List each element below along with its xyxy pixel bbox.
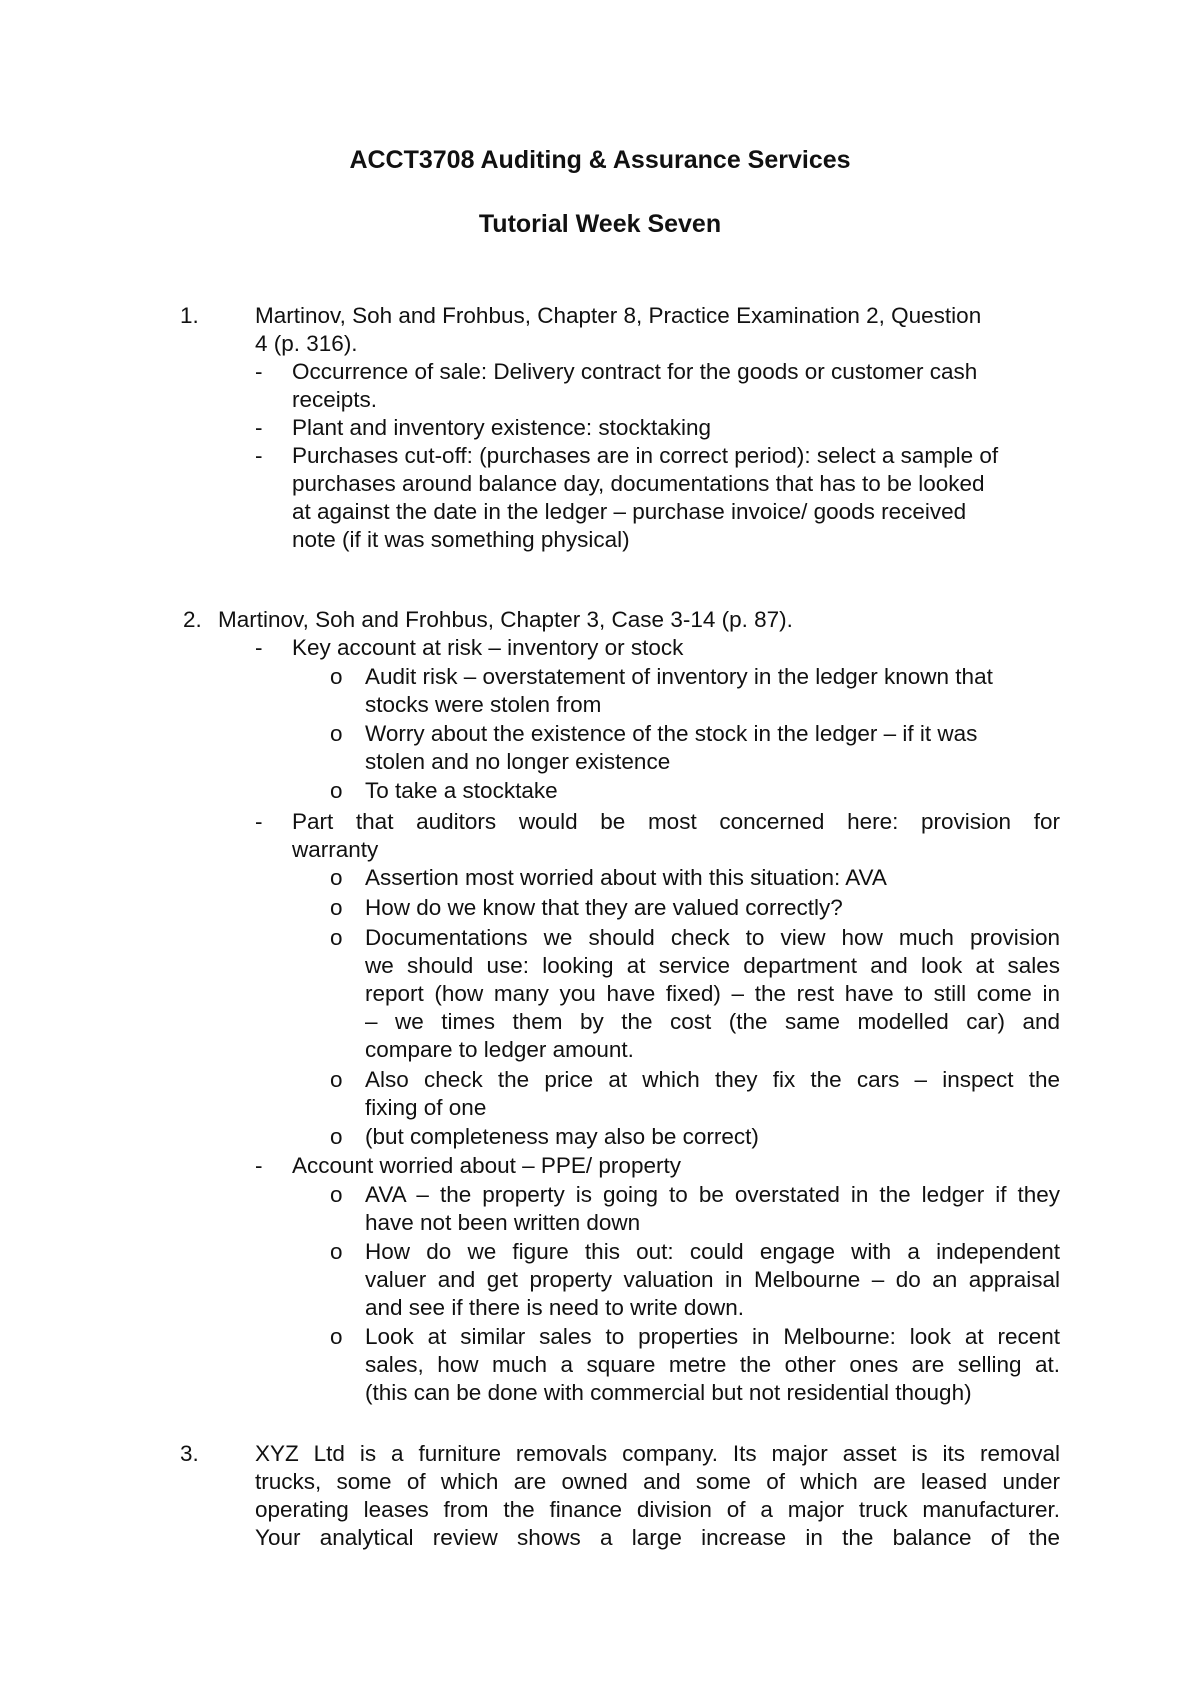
sub-bullet-text-line: To take a stocktake [365, 778, 558, 803]
sub-bullet-text-line: Documentations we should check to view how much provision [365, 925, 1060, 950]
sub-bullet-text-line: valuer and get property valuation in Melbourne – do an appraisal [365, 1267, 1060, 1292]
bullet-text-line: Part that auditors would be most concerned here: provision for [292, 809, 1060, 834]
sub-bullet-text-line: compare to ledger amount. [365, 1037, 634, 1062]
bullet-text-line: receipts. [292, 387, 378, 412]
circle-bullet: o [330, 664, 343, 689]
sub-bullet-text-line: Worry about the existence of the stock in the ledger – if it was [365, 721, 978, 746]
bullet-text-line: Occurrence of sale: Delivery contract for the goods or customer cash [292, 359, 978, 384]
question-text-line: Martinov, Soh and Frohbus, Chapter 8, Practice Examination 2, Question [255, 303, 982, 328]
sub-bullet-text-line: – we times them by the cost (the same modelled car) and [365, 1009, 1060, 1034]
sub-bullet-text-line: (but completeness may also be correct) [365, 1124, 759, 1149]
sub-bullet-text-line: Also check the price at which they fix the cars – inspect the [365, 1067, 1060, 1092]
dash-bullet: - [255, 359, 263, 384]
question-number: 1. [180, 303, 199, 328]
bullet-text-line: Purchases cut-off: (purchases are in correct period): select a sample of [292, 443, 999, 468]
circle-bullet: o [330, 1324, 343, 1349]
sub-bullet-text-line: Assertion most worried about with this situation: AVA [365, 865, 887, 890]
sub-bullet-text-line: Look at similar sales to properties in Melbourne: look at recent [365, 1324, 1060, 1349]
question-number: 3. [180, 1441, 199, 1466]
circle-bullet: o [330, 1239, 343, 1264]
circle-bullet: o [330, 1182, 343, 1207]
circle-bullet: o [330, 778, 343, 803]
sub-bullet-text-line: fixing of one [365, 1095, 487, 1120]
sub-bullet-text-line: stocks were stolen from [365, 692, 602, 717]
circle-bullet: o [330, 865, 343, 890]
bullet-text-line: note (if it was something physical) [292, 527, 630, 552]
bullet-text-line: purchases around balance day, documentations that has to be looked [292, 471, 985, 496]
circle-bullet: o [330, 1124, 343, 1149]
question-text-line: XYZ Ltd is a furniture removals company. Its major asset is its removal [255, 1441, 1060, 1466]
dash-bullet: - [255, 1153, 263, 1178]
question-text-line: Your analytical review shows a large increase in the balance of the [255, 1525, 1060, 1550]
sub-bullet-text-line: How do we figure this out: could engage with a independent [365, 1239, 1060, 1264]
sub-bullet-text-line: How do we know that they are valued correctly? [365, 895, 843, 920]
sub-bullet-text-line: (this can be done with commercial but not residential though) [365, 1380, 972, 1405]
sub-bullet-text-line: and see if there is need to write down. [365, 1295, 744, 1320]
dash-bullet: - [255, 809, 263, 834]
dash-bullet: - [255, 443, 263, 468]
question-number: 2. [183, 607, 202, 632]
document-subtitle: Tutorial Week Seven [478, 210, 722, 238]
document-title: ACCT3708 Auditing & Assurance Services [349, 146, 851, 174]
sub-bullet-text-line: sales, how much a square metre the other ones are selling at. [365, 1352, 1060, 1377]
circle-bullet: o [330, 895, 343, 920]
sub-bullet-text-line: have not been written down [365, 1210, 641, 1235]
sub-bullet-text-line: we should use: looking at service department and look at sales [365, 953, 1060, 978]
dash-bullet: - [255, 635, 263, 660]
sub-bullet-text-line: report (how many you have fixed) – the rest have to still come in [365, 981, 1060, 1006]
sub-bullet-text-line: AVA – the property is going to be overstated in the ledger if they [365, 1182, 1060, 1207]
question-text-line: 4 (p. 316). [255, 331, 358, 356]
sub-bullet-text-line: Audit risk – overstatement of inventory in the ledger known that [365, 664, 993, 689]
bullet-text-line: warranty [292, 837, 379, 862]
circle-bullet: o [330, 925, 343, 950]
dash-bullet: - [255, 415, 263, 440]
question-text-line: Martinov, Soh and Frohbus, Chapter 3, Case 3-14 (p. 87). [218, 607, 793, 632]
bullet-text-line: Key account at risk – inventory or stock [292, 635, 684, 660]
sub-bullet-text-line: stolen and no longer existence [365, 749, 671, 774]
bullet-text-line: Account worried about – PPE/ property [292, 1153, 681, 1178]
circle-bullet: o [330, 721, 343, 746]
bullet-text-line: at against the date in the ledger – purchase invoice/ goods received [292, 499, 967, 524]
question-text-line: operating leases from the finance division of a major truck manufacturer. [255, 1497, 1060, 1522]
question-text-line: trucks, some of which are owned and some of which are leased under [255, 1469, 1060, 1494]
bullet-text-line: Plant and inventory existence: stocktaking [292, 415, 711, 440]
circle-bullet: o [330, 1067, 343, 1092]
